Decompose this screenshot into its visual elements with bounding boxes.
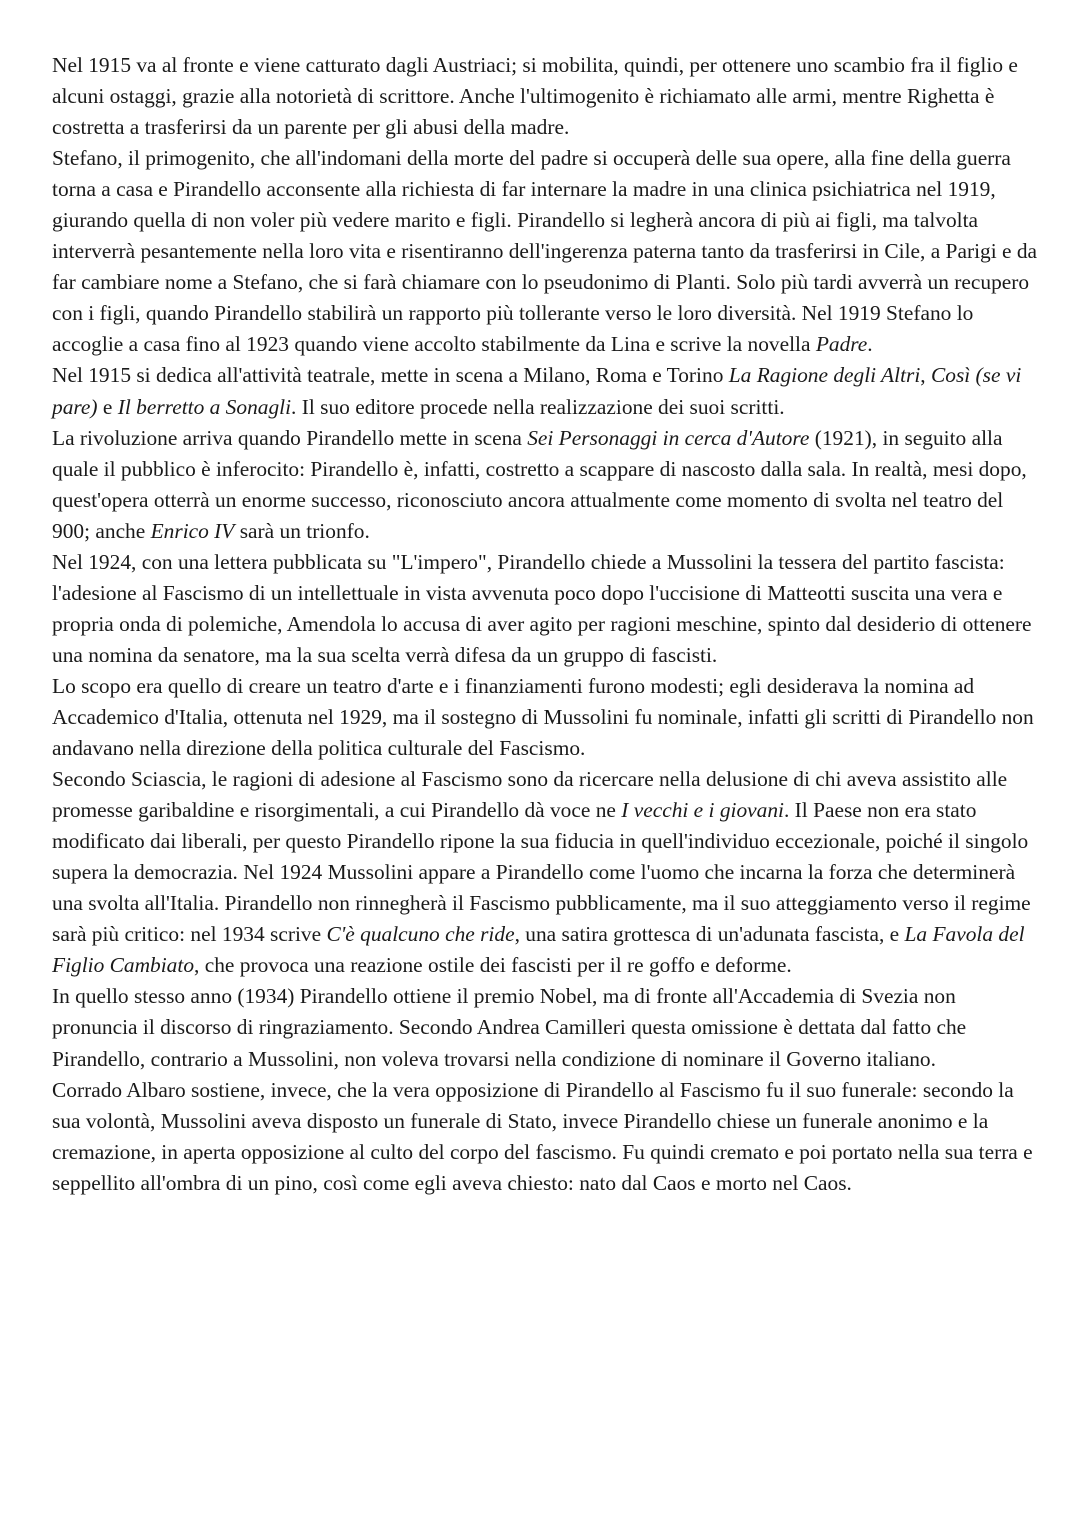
work-title: Sei Personaggi in cerca d'Autore (527, 425, 810, 450)
paragraph (52, 1075, 1042, 1199)
text-run: Nel 1924, con una lettera pubblicata su "L'impero", Pirandello chiede a Mussolini la tessera del partito fascista: l'adesione al Fascismo di un intellettuale in vista avvenuta poco dopo l'uccisione di Matteotti suscita una vera e propria onda di polemiche, Amendola lo accusa di aver agito per ragioni meschine, spinto dal desiderio di ottenere una nomina da senatore, ma la sua scelta verrà difesa da un gruppo di fascisti. (52, 549, 1032, 667)
text-run: Nel 1915 si dedica all'attività teatrale, mette in scena a Milano, Roma e Torino (52, 363, 729, 388)
work-title: Enrico IV (150, 518, 235, 543)
paragraph (52, 547, 1042, 671)
text-run: Lo scopo era quello di creare un teatro d'arte e i finanziamenti furono modesti; egli desiderava la nomina ad Accademico d'Italia, ottenuta nel 1929, ma il sostegno di Mussolini fu nominale, infatti gli scritti di Pirandello non andavano nella direzione della politica culturale del Fascismo. (52, 673, 1034, 761)
text-run: sarà un trionfo. (234, 518, 370, 543)
work-title: La Favola del Figlio Cambiato (52, 922, 1025, 978)
text-run: (1921), in seguito alla quale il pubblico è inferocito: Pirandello è, infatti, costretto a scappare di nascosto dalla sala. In realtà, mesi dopo, quest'opera otterrà un enorme successo, riconosciuto ancora attualmente come momento di svolta nel teatro del 900; anche (52, 425, 1027, 543)
paragraph (52, 671, 1042, 764)
text-run: e (97, 394, 118, 419)
text-run: Corrado Albaro sostiene, invece, che la vera opposizione di Pirandello al Fascismo fu il suo funerale: secondo la sua volontà, Mussolini aveva disposto un funerale di Stato, invece Pirandello chiese un funerale anonimo e la cremazione, in aperta opposizione al culto del corpo del fascismo. Fu quindi cremato e poi portato nella sua terra e seppellito all'ombra di un pino, così come egli aveva chiesto: nato dal Caos e morto nel Caos. (52, 1077, 1033, 1195)
text-run: . Il Paese non era stato modificato dai liberali, per questo Pirandello ripone la sua fiducia in quell'individuo eccezionale, poiché il singolo supera la democrazia. Nel 1924 Mussolini appare a Pirandello come l'uomo che incarna la forza che determinerà una svolta all'Italia. Pirandello non rinnegherà il Fascismo pubblicamente, ma il suo atteggiamento verso il regime sarà più critico: nel 1934 scrive (52, 798, 1031, 947)
text-run: . (867, 332, 873, 357)
text-run: , che provoca una reazione ostile dei fascisti per il re goffo e deforme. (194, 953, 792, 978)
work-title: C'è qualcuno che ride (326, 922, 515, 947)
work-title: Il berretto a Sonagli (117, 394, 292, 419)
paragraph (52, 50, 1042, 143)
text-run: , (920, 363, 931, 388)
work-title: I vecchi e i giovani (621, 798, 784, 823)
text-run: La rivoluzione arriva quando Pirandello mette in scena (52, 425, 528, 450)
text-run: Secondo Sciascia, le ragioni di adesione al Fascismo sono da ricercare nella delusione di chi aveva assistito alle promesse garibaldine e risorgimentali, a cui Pirandello dà voce ne (52, 767, 1008, 823)
work-title: Padre (815, 332, 868, 357)
text-run: In quello stesso anno (1934) Pirandello ottiene il premio Nobel, ma di fronte all'Accademia di Svezia non pronuncia il discorso di ringraziamento. Secondo Andrea Camilleri questa omissione è dettata dal fatto che Pirandello, contrario a Mussolini, non voleva trovarsi nella condizione di nominare il Governo italiano. (52, 984, 967, 1071)
text-run: Stefano, il primogenito, che all'indomani della morte del padre si occuperà delle sua opere, alla fine della guerra torna a casa e Pirandello acconsente alla richiesta di far internare la madre in una clinica psichiatrica nel 1919, giurando quella di non voler più vedere marito e figli. Pirandello si legherà ancora di più ai figli, ma talvolta interverrà pesantemente nella loro vita e risentiranno dell'ingerenza paterna tanto da trasferirsi in Cile, a Parigi e da far cambiare nome a Stefano, che si farà chiamare con lo pseudonimo di Planti. Solo più tardi avverrà un recupero con i figli, quando Pirandello stabilirà un rapporto più tollerante verso le loro diversità. Nel 1919 Stefano lo accoglie a casa fino al 1923 quando viene accolto stabilmente da Lina e scrive la novella (52, 146, 1038, 357)
paragraph (52, 143, 1042, 360)
work-title: Così (se vi pare) (52, 363, 1022, 419)
paragraph (52, 981, 1042, 1074)
paragraph (52, 764, 1042, 981)
text-run: , una satira grottesca di un'adunata fascista, e (514, 922, 905, 947)
text-run: Nel 1915 va al fronte e viene catturato dagli Austriaci; si mobilita, quindi, per ottenere uno scambio fra il figlio e alcuni ostaggi, grazie alla notorietà di scrittore. Anche l'ultimogenito è richiamato alle armi, mentre Righetta è costretta a trasferirsi da un parente per gli abusi della madre. (52, 53, 1018, 140)
text-run: . Il suo editore procede nella realizzazione dei suoi scritti. (291, 394, 785, 419)
work-title: La Ragione degli Altri (728, 363, 921, 388)
paragraph (52, 423, 1042, 547)
paragraph (52, 360, 1042, 422)
document-body (52, 50, 1042, 1199)
